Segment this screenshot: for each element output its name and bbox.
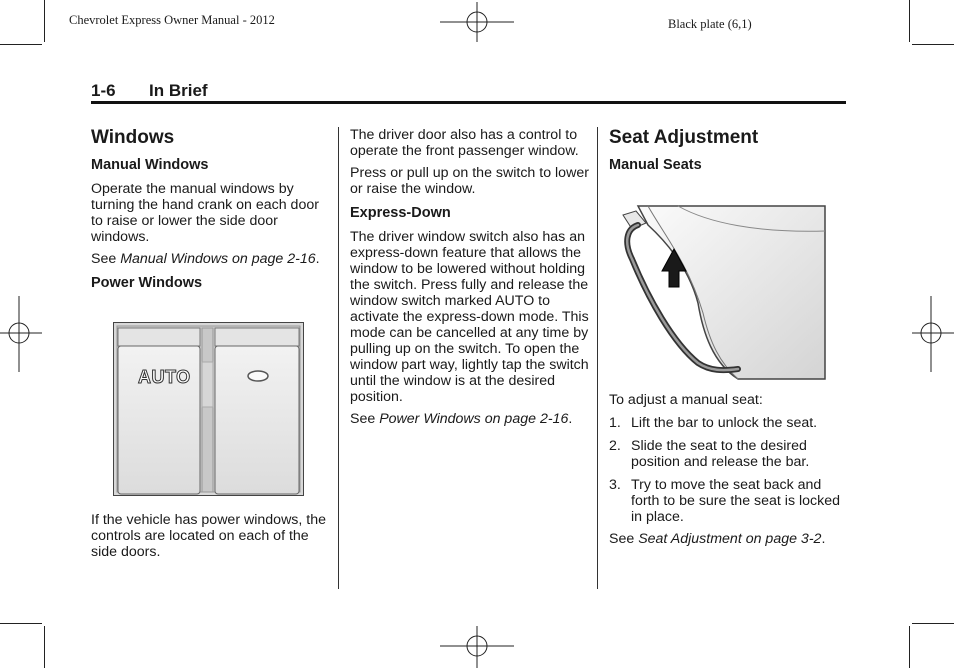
power-windows-text: If the vehicle has power windows, the controls are located on each of the side doors. [91, 512, 327, 560]
power-windows-subheading: Power Windows [91, 275, 203, 291]
list-item: 2. Slide the seat to the desired position and release the bar. [609, 438, 810, 470]
manual-seat-figure [618, 203, 828, 381]
column-divider-2 [597, 127, 598, 589]
column-divider-1 [338, 127, 339, 589]
list-item: 3. Try to move the seat back and forth to be sure the seat is locked in place. [609, 477, 840, 525]
column-1-bottom [91, 512, 331, 560]
auto-switch-label: AUTO [138, 367, 191, 387]
running-header-title: Chevrolet Express Owner Manual - 2012 [69, 13, 275, 27]
manual-windows-see-also: See Manual Windows on page 2-16. [91, 251, 320, 267]
switch-direction-text: Press or pull up on the switch to lower or raise the window. [350, 165, 589, 197]
section-rule [91, 101, 846, 104]
manual-windows-reference[interactable]: Manual Windows on page 2-16 [120, 251, 316, 267]
column-3-bottom [609, 392, 841, 547]
express-down-text: The driver window switch also has an express-down feature that allows the window to be lowered without holding the switch. Press fully and release the window switch marked AUTO to activate the express-down mode. This mode can be cancelled at any time by pulling up on the switch. To open the window part way, lightly tap the switch until the window is at the desired position. [350, 229, 589, 405]
registration-mark-bottom [440, 626, 516, 668]
seat-intro-text: To adjust a manual seat: [609, 392, 763, 408]
seat-adjustment-reference[interactable]: Seat Adjustment on page 3-2 [638, 531, 822, 547]
seat-steps-list [609, 415, 841, 525]
column-1 [91, 127, 331, 292]
manual-windows-text: Operate the manual windows by turning the hand crank on each door to raise or lower the side door windows. [91, 181, 319, 245]
running-header-plate: Black plate (6,1) [668, 17, 752, 31]
registration-mark-right [912, 296, 954, 372]
registration-mark-left [0, 296, 42, 372]
seat-adjustment-see-also: See Seat Adjustment on page 3-2. [609, 531, 826, 547]
list-item: 1. Lift the bar to unlock the seat. [609, 415, 818, 431]
manual-seats-subheading: Manual Seats [609, 157, 702, 173]
power-window-switch-figure [113, 322, 304, 496]
section-title: In Brief [149, 81, 208, 100]
manual-windows-subheading: Manual Windows [91, 157, 209, 173]
column-3 [609, 127, 841, 174]
page-number: 1-6 [91, 81, 116, 100]
power-windows-see-also: See Power Windows on page 2-16. [350, 411, 573, 427]
section-heading [91, 81, 208, 101]
power-windows-reference[interactable]: Power Windows on page 2-16 [379, 411, 569, 427]
passenger-control-text: The driver door also has a control to operate the front passenger window. [350, 127, 579, 159]
windows-heading: Windows [91, 127, 175, 148]
registration-mark-top [440, 2, 516, 42]
seat-adjustment-heading: Seat Adjustment [609, 127, 759, 148]
express-down-subheading: Express-Down [350, 205, 451, 221]
column-2 [350, 127, 590, 427]
